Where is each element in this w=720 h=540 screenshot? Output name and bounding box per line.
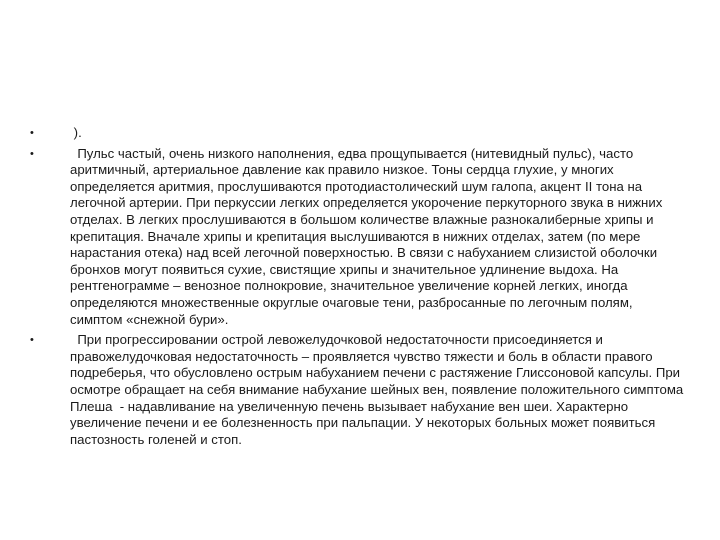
bullet-text: При прогрессировании острой левожелудочковой недостаточности присоединяется и правожелудочковая недостаточность – проявляется чувство тяжести и боль в области правого подреберья, что обусловлено острым набуханием печени с растяжение Глиссоновой капсулы. При осмотре обращает на себя внимание набухание шейных вен, появление положительного симптома Плеша - надавливание на увеличенную печень вызывает набухание вен шеи. Характерно увеличение печени и ее болезненность при пальпации. У некоторых больных может появиться пастозность голеней и стоп. <box>70 332 687 447</box>
bullet-list <box>30 125 685 452</box>
bullet-icon: • <box>30 127 34 139</box>
bullet-item <box>30 146 685 329</box>
bullet-text: ). <box>70 125 82 140</box>
bullet-icon: • <box>30 334 34 347</box>
bullet-icon: • <box>30 147 34 160</box>
bullet-text: Пульс частый, очень низкого наполнения, едва прощупывается (нитевидный пульс), часто аритмичный, артериальное давление как правило низкое. Тоны сердца глухие, у многих определяется аритмия, прослушиваются протодиастолический шум галопа, акцент II тона на легочной артерии. При перкуссии легких определяется укорочение перкуторного звука в нижних отделах. В легких прослушиваются в большом количестве влажные разнокалиберные хрипы и крепитация. Вначале хрипы и крепитация выслушиваются в нижних отделах, затем (по мере нарастания отека) над всей легочной поверхностью. В связи с набуханием слизистой оболочки бронхов могут появиться сухие, свистящие хрипы и значительное удлинение выдоха. На рентгенограмме – венозное полнокровие, значительное увеличение корней легких, иногда определяются множественные округлые очаговые тени, разбросанные по легочным полям, симптом «снежной бури». <box>70 145 666 327</box>
bullet-item <box>30 125 685 142</box>
bullet-item <box>30 332 685 448</box>
